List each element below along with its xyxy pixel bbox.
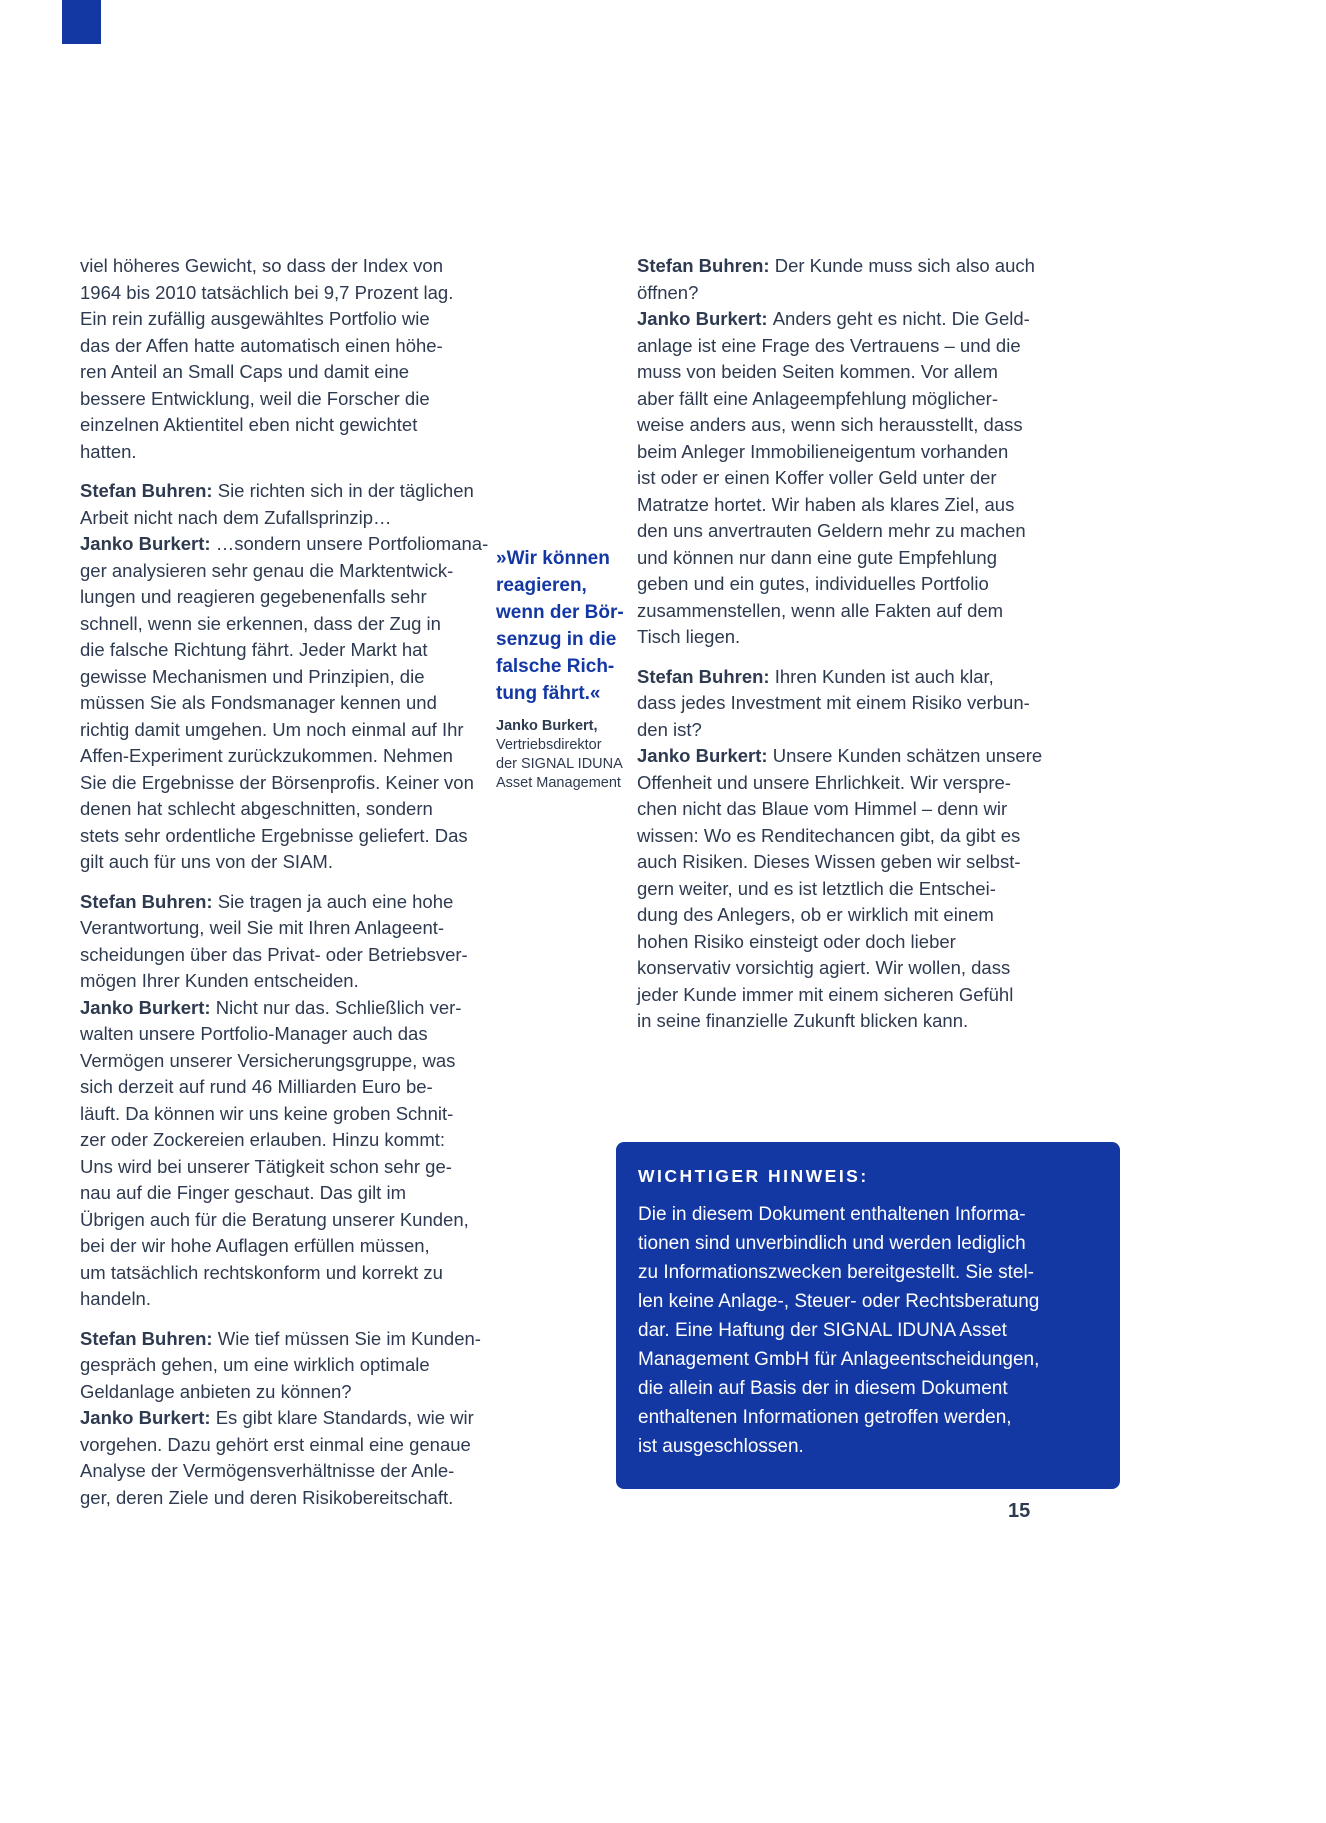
text-line: schnell, wenn sie erkennen, dass der Zug in [80,612,441,634]
text-line: läuft. Da können wir uns keine groben Schnit- [80,1102,454,1124]
text-line: Analyse der Vermögensverhältnisse der Anle- [80,1460,455,1481]
text-line: und können nur dann eine gute Empfehlung [637,546,998,568]
pull-quote-lines [496,545,646,707]
text-line: Sie die Ergebnisse der Börsenprofis. Keiner von [80,771,474,793]
text-line: gewisse Mechanismen und Prinzipien, die [80,665,425,687]
pull-quote-attribution-role-line: Vertriebsdirektor [496,737,602,753]
paragraph-block [637,664,1067,1035]
pull-quote-line: senzug in die [496,629,617,650]
text-line: hohen Risiko einsteigt oder doch lieber [637,930,956,952]
text-line: Janko Burkert: …sondern unsere Portfoliomana- [80,533,489,554]
text-line: aber fällt eine Anlageempfehlung möglicher- [637,387,998,409]
notice-body [638,1200,1098,1461]
text-line: stets sehr ordentliche Ergebnisse geliefert. Das [80,824,468,846]
page-number: 15 [1008,1500,1031,1522]
text-line: Offenheit und unsere Ehrlichkeit. Wir verspre- [637,771,1011,793]
text-line: Janko Burkert: Es gibt klare Standards, wie wir [80,1407,474,1428]
notice-text-line: tionen sind unverbindlich und werden lediglich [638,1233,1026,1254]
pull-quote-attribution-role-line: der SIGNAL IDUNA [496,756,623,772]
text-line: geben und ein gutes, individuelles Portfolio [637,573,989,594]
text-line: dass jedes Investment mit einem Risiko verbun- [637,692,1030,713]
text-line: vorgehen. Dazu gehört erst einmal eine genaue [80,1433,471,1455]
text-line: Uns wird bei unserer Tätigkeit schon sehr ge- [80,1155,452,1177]
text-line: gespräch gehen, um eine wirklich optimale [80,1354,430,1375]
text-line: Stefan Buhren: Sie richten sich in der täglichen [80,480,474,501]
text-line: Stefan Buhren: Wie tief müssen Sie im Kunden- [80,1327,481,1349]
text-line: ger analysieren sehr genau die Marktentwick- [80,559,454,581]
notice-text-line: Die in diesem Dokument enthaltenen Informa- [638,1204,1026,1225]
paragraph-block [637,253,1067,651]
notice-text-line: zu Informationszwecken bereitgestellt. Sie stel- [638,1262,1035,1283]
speaker-name: Janko Burkert: [80,1407,216,1428]
text-line: nau auf die Finger geschaut. Das gilt im [80,1182,406,1203]
text-line: Janko Burkert: Unsere Kunden schätzen unsere [637,745,1043,766]
notice-text-line: die allein auf Basis der in diesem Dokument [638,1378,1008,1399]
text-line: in seine finanzielle Zukunft blicken kann. [637,1010,969,1031]
text-line: sich derzeit auf rund 46 Milliarden Euro be- [80,1076,433,1097]
text-line: muss von beiden Seiten kommen. Vor allem [637,361,998,382]
speaker-name: Stefan Buhren: [80,890,218,912]
notice-text-line: Management GmbH für Anlageentscheidungen, [638,1349,1040,1370]
text-line: viel höheres Gewicht, so dass der Index von [80,255,443,276]
paragraph-block [80,1326,500,1512]
text-line: zer oder Zockereien erlauben. Hinzu kommt: [80,1129,446,1150]
column-right [637,253,1067,1048]
text-line: Ein rein zufällig ausgewähltes Portfolio wie [80,308,430,329]
pull-quote-attribution-role-line: Asset Management [496,775,621,791]
notice-box [616,1142,1120,1489]
pull-quote-attribution-role [496,736,646,793]
text-line: um tatsächlich rechtskonform und korrekt zu [80,1261,443,1283]
speaker-name: Stefan Buhren: [637,665,775,687]
text-line: den uns anvertrauten Geldern mehr zu machen [637,520,1026,541]
text-line: handeln. [80,1288,151,1309]
text-line: gern weiter, und es ist letztlich die Entschei- [637,877,996,899]
paragraph-block [80,478,500,876]
text-line: wissen: Wo es Renditechancen gibt, da gibt es [637,824,1021,846]
notice-text-line: enthaltenen Informationen getroffen werden, [638,1407,1012,1428]
text-line: Tisch liegen. [637,626,741,647]
text-line: Verantwortung, weil Sie mit Ihren Anlageent- [80,917,445,938]
text-line: bei der wir hohe Auflagen erfüllen müssen, [80,1235,430,1256]
text-line: Janko Burkert: Nicht nur das. Schließlich ver- [80,996,462,1018]
notice-text-line: dar. Eine Haftung der SIGNAL IDUNA Asset [638,1320,1007,1341]
text-line: müssen Sie als Fondsmanager kennen und [80,692,437,713]
text-line: ger, deren Ziele und deren Risikobereitschaft. [80,1486,454,1508]
speaker-name: Stefan Buhren: [637,255,775,276]
text-line: Vermögen unserer Versicherungsgruppe, was [80,1049,456,1071]
pull-quote-attribution-name: Janko Burkert, [496,718,598,734]
pull-quote-line: falsche Rich- [496,656,615,677]
text-line: weise anders aus, wenn sich herausstellt, dass [637,414,1023,435]
speaker-name: Stefan Buhren: [80,480,218,501]
text-line: mögen Ihrer Kunden entscheiden. [80,970,359,991]
text-line: chen nicht das Blaue vom Himmel – denn wir [637,798,1008,819]
notice-text-line: ist ausgeschlossen. [638,1436,804,1457]
text-line: beim Anleger Immobilieneigentum vorhanden [637,440,1009,462]
notice-title: WICHTIGER HINWEIS: [638,1166,869,1186]
text-line: einzelnen Aktientitel eben nicht gewichtet [80,414,418,435]
pull-quote-line: wenn der Bör- [496,602,624,623]
text-line: Affen-Experiment zurückzukommen. Nehmen [80,745,453,766]
text-line: das der Affen hatte automatisch einen höhe- [80,334,443,356]
text-line: denen hat schlecht abgeschnitten, sondern [80,798,433,819]
text-line: Arbeit nicht nach dem Zufallsprinzip… [80,506,392,528]
speaker-name: Janko Burkert: [637,745,773,766]
corner-mark [62,0,101,44]
pull-quote-line: »Wir können [496,548,610,569]
text-line: Stefan Buhren: Ihren Kunden ist auch klar, [637,665,994,687]
text-line: Matratze hortet. Wir haben als klares Ziel, aus [637,493,1015,515]
column-left [80,253,500,1524]
speaker-name: Janko Burkert: [637,308,773,329]
text-line: jeder Kunde immer mit einem sicheren Gefühl [637,983,1014,1005]
text-line: Stefan Buhren: Der Kunde muss sich also auch [637,255,1035,276]
text-line: Geldanlage anbieten zu können? [80,1380,352,1402]
paragraph-block [80,889,500,1313]
speaker-name: Janko Burkert: [80,533,216,554]
text-line: den ist? [637,718,702,740]
text-line: anlage ist eine Frage des Vertrauens – und die [637,334,1021,356]
text-line: hatten. [80,440,137,462]
text-line: Stefan Buhren: Sie tragen ja auch eine hohe [80,890,454,912]
paragraph-block [80,253,500,465]
text-line: Janko Burkert: Anders geht es nicht. Die Geld- [637,308,1030,329]
notice-text-line: len keine Anlage-, Steuer- oder Rechtsberatung [638,1291,1040,1312]
text-line: bessere Entwicklung, weil die Forscher die [80,387,430,409]
text-line: dung des Anlegers, ob er wirklich mit einem [637,904,994,925]
text-line: auch Risiken. Dieses Wissen geben wir selbst- [637,851,1021,872]
text-line: lungen und reagieren gegebenenfalls sehr [80,586,427,607]
pull-quote-line: tung fährt.« [496,683,601,704]
pull-quote [496,545,646,793]
text-line: ren Anteil an Small Caps und damit eine [80,361,410,382]
text-line: scheidungen über das Privat- oder Betriebsver- [80,943,468,965]
text-line: konservativ vorsichtig agiert. Wir wollen, dass [637,957,1011,978]
pull-quote-attribution [496,717,646,793]
pull-quote-line: reagieren, [496,575,587,596]
text-line: walten unsere Portfolio-Manager auch das [80,1023,428,1044]
text-line: Übrigen auch für die Beratung unserer Kunden, [80,1208,469,1230]
text-line: zusammenstellen, wenn alle Fakten auf dem [637,599,1004,621]
text-line: gilt auch für uns von der SIAM. [80,851,333,872]
text-line: die falsche Richtung fährt. Jeder Markt hat [80,639,428,660]
text-line: ist oder er einen Koffer voller Geld unter der [637,467,997,488]
text-line: öffnen? [637,281,699,303]
text-line: 1964 bis 2010 tatsächlich bei 9,7 Prozent lag. [80,281,454,303]
speaker-name: Stefan Buhren: [80,1327,218,1349]
text-line: richtig damit umgehen. Um noch einmal auf Ihr [80,718,464,740]
speaker-name: Janko Burkert: [80,996,216,1018]
